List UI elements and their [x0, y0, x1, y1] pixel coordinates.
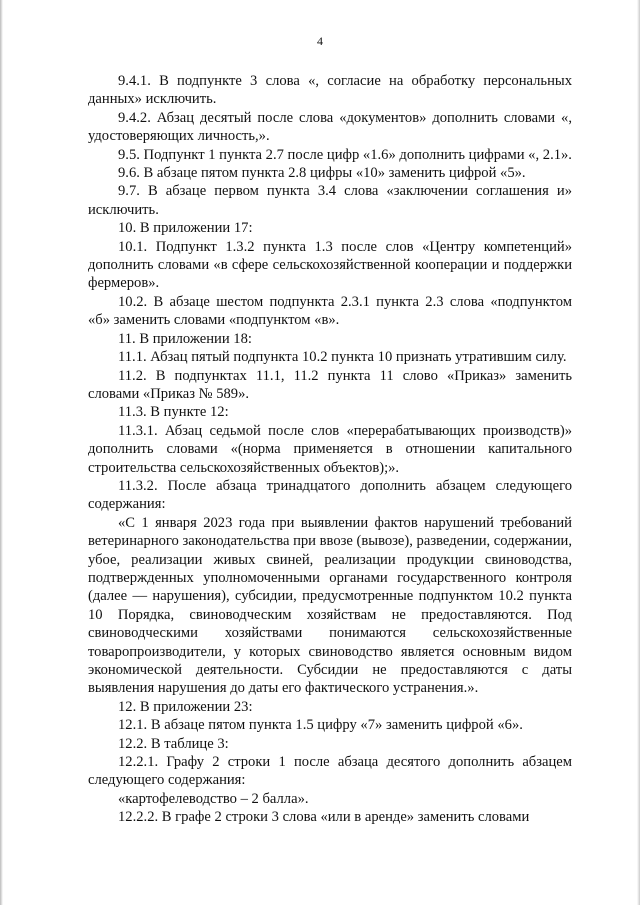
- paragraph: 9.6. В абзаце пятом пункта 2.8 цифры «10» заменить цифрой «5».: [118, 165, 526, 182]
- paragraph: 9.5. Подпункт 1 пункта 2.7 после цифр «1.6» дополнить цифрами «, 2.1».: [118, 146, 572, 163]
- paragraph: 12.1. В абзаце пятом пункта 1.5 цифру «7» заменить цифрой «6».: [118, 717, 523, 734]
- document-body: [88, 72, 572, 827]
- page-number: 4: [317, 34, 323, 48]
- paragraph: «С 1 января 2023 года при выявлении фактов нарушений требований ветеринарного законодательства при ввозе (вывозе), разведении, содержании, убое, реализации живых свиней, реализации продукции свиноводства, подтвержденных уполномоченными органами государственного контроля (далее — нарушения), субсидии, предусмотренные подпунктом 10.2 пункта 10 Порядка, свиноводческим хозяйствам не предоставляются. Под свиноводческими хозяйствами понимаются сельскохозяйственные товаропроизводители, у которых свиноводство является основным видом экономической деятельности. Субсидии не предоставляются с даты выявления нарушения до даты его фактического устранения.».: [88, 514, 573, 697]
- scan-edge-left: [0, 0, 3, 905]
- paragraph: 12.2.1. Графу 2 строки 1 после абзаца десятого дополнить абзацем следующего содержания:: [88, 754, 572, 789]
- paragraph: 12. В приложении 23:: [118, 698, 253, 715]
- paragraph: 11.3. В пункте 12:: [118, 404, 229, 421]
- paragraph: 11.3.2. После абзаца тринадцатого дополнить абзацем следующего содержания:: [88, 477, 572, 513]
- paragraph: 9.4.2. Абзац десятый после слова «документов» дополнить словами «, удостоверяющих личность,».: [88, 109, 572, 145]
- paragraph: 10. В приложении 17:: [118, 220, 253, 237]
- paragraph: 12.2. В таблице 3:: [118, 735, 229, 752]
- paragraph: 9.4.1. В подпункте 3 слова «, согласие на обработку персональных данных» исключить.: [88, 73, 572, 108]
- paragraph: 11.3.1. Абзац седьмой после слов «перерабатывающих производств)» дополнить словами «(норма применяется в отношении капитального строительства сельскохозяйственных объектов);».: [88, 422, 572, 476]
- paragraph: «картофелеводство – 2 балла».: [118, 790, 309, 807]
- paragraph: 10.2. В абзаце шестом подпункта 2.3.1 пункта 2.3 слова «подпунктом «б» заменить словами «подпунктом «в».: [88, 293, 572, 329]
- paragraph: 11.2. В подпунктах 11.1, 11.2 пункта 11 слово «Приказ» заменить словами «Приказ № 589».: [88, 367, 572, 402]
- paragraph: 10.1. Подпункт 1.3.2 пункта 1.3 после слов «Центру компетенций» дополнить словами «в сфере сельскохозяйственной кооперации и поддержки фермеров».: [88, 238, 572, 292]
- paragraph: 11.1. Абзац пятый подпункта 10.2 пункта 10 признать утратившим силу.: [118, 349, 567, 366]
- paragraph: 9.7. В абзаце первом пункта 3.4 слова «заключении соглашения и» исключить.: [88, 183, 572, 218]
- paragraph: 11. В приложении 18:: [118, 330, 252, 347]
- paragraph: 12.2.2. В графе 2 строки 3 слова «или в аренде» заменить словами: [118, 809, 530, 826]
